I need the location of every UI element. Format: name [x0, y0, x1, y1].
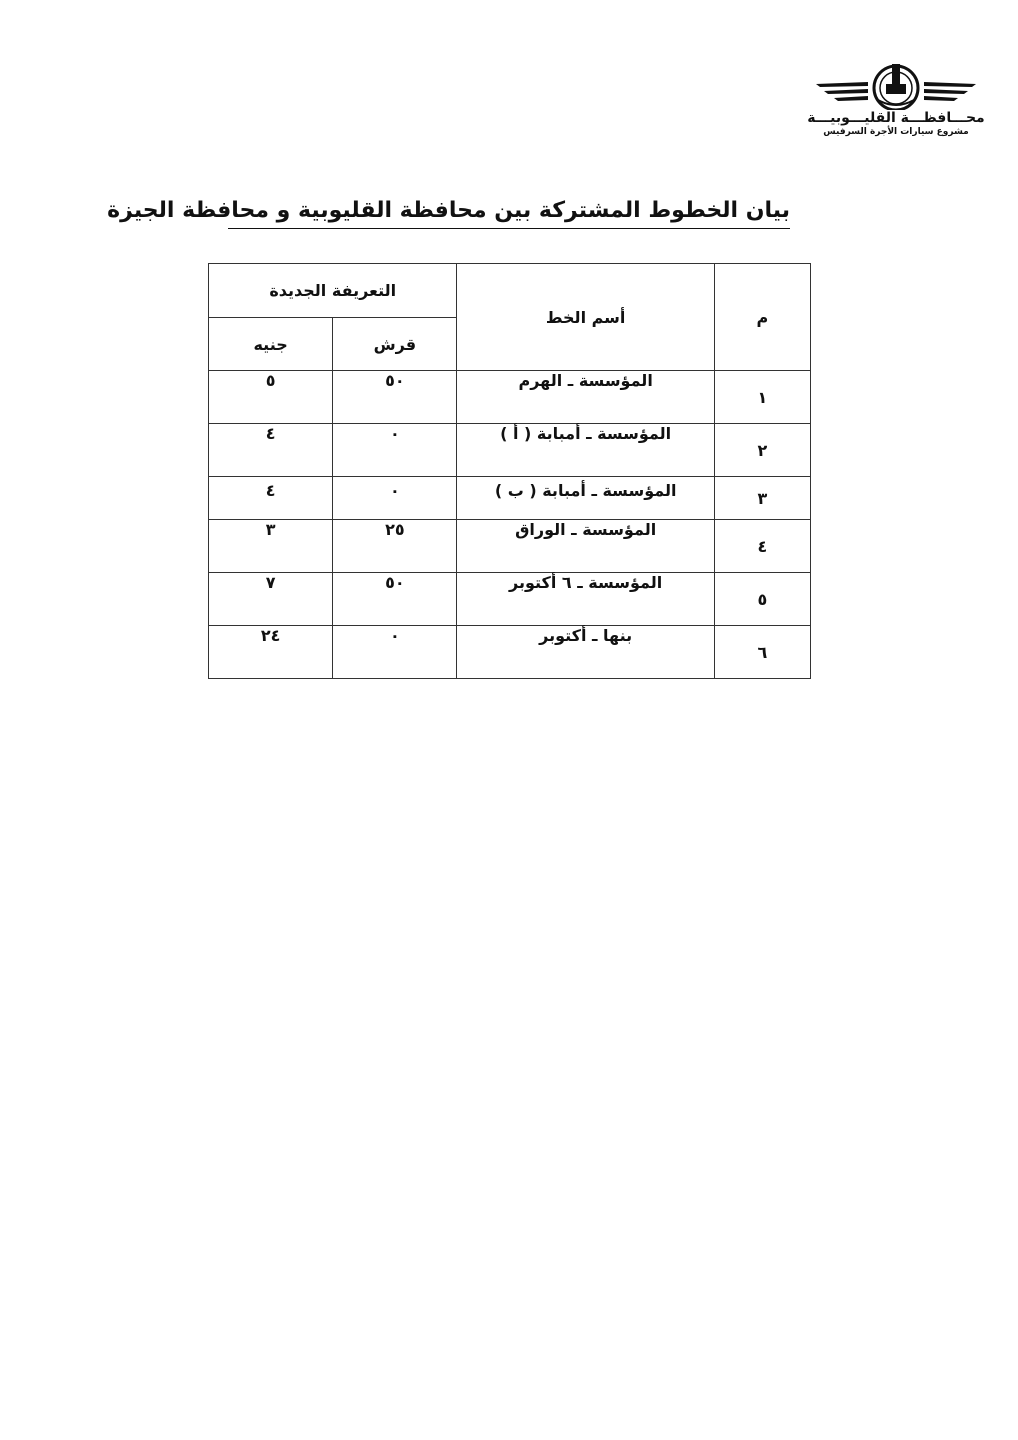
row-qirsh: ٥٠ [333, 573, 457, 626]
row-line-name: المؤسسة ـ الهرم [457, 371, 714, 424]
row-gineh: ٢٤ [209, 626, 333, 679]
governorate-logo [806, 60, 986, 142]
row-gineh: ٤ [209, 424, 333, 477]
row-line-name: المؤسسة ـ أمبابة ( ب ) [457, 477, 714, 520]
row-line-name: المؤسسة ـ ٦ أكتوبر [457, 573, 714, 626]
header-index: م [714, 264, 810, 371]
row-line-name: بنها ـ أكتوبر [457, 626, 714, 679]
row-index: ٥ [714, 573, 810, 626]
row-gineh: ٥ [209, 371, 333, 424]
row-qirsh: ٠ [333, 626, 457, 679]
row-index: ٦ [714, 626, 810, 679]
row-index: ٤ [714, 520, 810, 573]
table-row [209, 573, 811, 626]
header-new-fare: التعريفة الجديدة [209, 264, 457, 318]
row-gineh: ٤ [209, 477, 333, 520]
table-header-row [209, 264, 811, 318]
table-row [209, 424, 811, 477]
row-qirsh: ٥٠ [333, 371, 457, 424]
shared-lines-table [208, 263, 811, 679]
header-qirsh: قرش [333, 318, 457, 371]
table-row [209, 626, 811, 679]
row-qirsh: ٢٥ [333, 520, 457, 573]
row-qirsh: ٠ [333, 424, 457, 477]
row-line-name: المؤسسة ـ الوراق [457, 520, 714, 573]
row-index: ٣ [714, 477, 810, 520]
row-line-name: المؤسسة ـ أمبابة ( أ ) [457, 424, 714, 477]
row-index: ١ [714, 371, 810, 424]
title-underline [228, 228, 790, 229]
header-gineh: جنيه [209, 318, 333, 371]
table-row [209, 371, 811, 424]
logo-project-name: مشروع سيارات الأجرة السرفيس [823, 127, 969, 137]
winged-emblem-icon [806, 60, 986, 110]
table-row [209, 520, 811, 573]
row-gineh: ٧ [209, 573, 333, 626]
page-title: بيان الخطوط المشتركة بين محافظة القليوبية و محافظة الجيزة [107, 198, 790, 223]
row-qirsh: ٠ [333, 477, 457, 520]
header-line-name: أسم الخط [457, 264, 714, 371]
table-row [209, 477, 811, 520]
row-index: ٢ [714, 424, 810, 477]
logo-governorate-name: محـــافظـــة القليـــوبيـــة [807, 110, 985, 126]
row-gineh: ٣ [209, 520, 333, 573]
